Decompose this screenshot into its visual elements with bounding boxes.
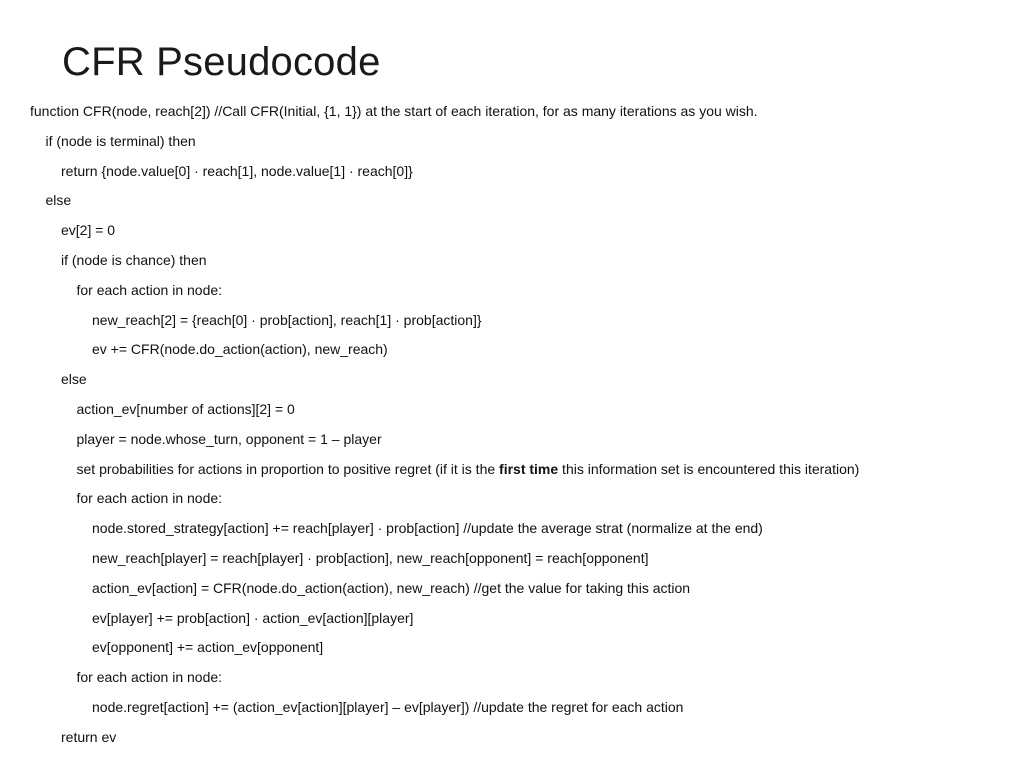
code-line: for each action in node: [76, 490, 223, 507]
code-line: node.regret[action] += (action_ev[action][player] – ev[player]) //update the regret for each action [92, 699, 684, 715]
code-line: ev += CFR(node.do_action(action), new_reach) [92, 341, 388, 358]
code-line: if (node is terminal) then [45, 132, 196, 149]
code-line: return {node.value[0] · reach[1], node.value[1] · reach[0]} [61, 162, 413, 179]
code-line: ev[opponent] += action_ev[opponent] [92, 639, 324, 656]
code-line: if (node is chance) then [61, 252, 207, 268]
code-line: for each action in node: [76, 669, 223, 686]
code-line: for each action in node: [76, 281, 223, 298]
code-line: new_reach[player] = reach[player] · prob[action], new_reach[opponent] = reach[opponent] [92, 550, 649, 566]
code-line: action_ev[action] = CFR(node.do_action(action), new_reach) //get the value for taking this action [92, 579, 691, 596]
code-line: function CFR(node, reach[2]) //Call CFR(Initial, {1, 1}) at the start of each iteration, for as many iterations as you wish. [30, 103, 758, 119]
slide-title: CFR Pseudocode [62, 40, 381, 84]
code-line: ev[2] = 0 [61, 222, 116, 239]
code-line: return ev [61, 728, 117, 745]
code-line-segment: set probabilities for actions in proportion to positive regret (if it is the [76, 460, 500, 477]
code-line: player = node.whose_turn, opponent = 1 – player [76, 430, 382, 447]
code-line-segment: this information set is encountered this iteration) [558, 460, 860, 477]
code-line: node.stored_strategy[action] += reach[player] · prob[action] //update the average strat (normalize at the end) [92, 520, 763, 537]
code-line [77, 454, 860, 484]
code-line: else [45, 192, 72, 209]
code-line: else [61, 371, 87, 388]
emphasis-text: first time [499, 460, 559, 477]
code-line: ev[player] += prob[action] · action_ev[action][player] [92, 609, 414, 626]
code-line: new_reach[2] = {reach[0] · prob[action], reach[1] · prob[action]} [92, 311, 482, 328]
code-line: action_ev[number of actions][2] = 0 [76, 401, 295, 417]
